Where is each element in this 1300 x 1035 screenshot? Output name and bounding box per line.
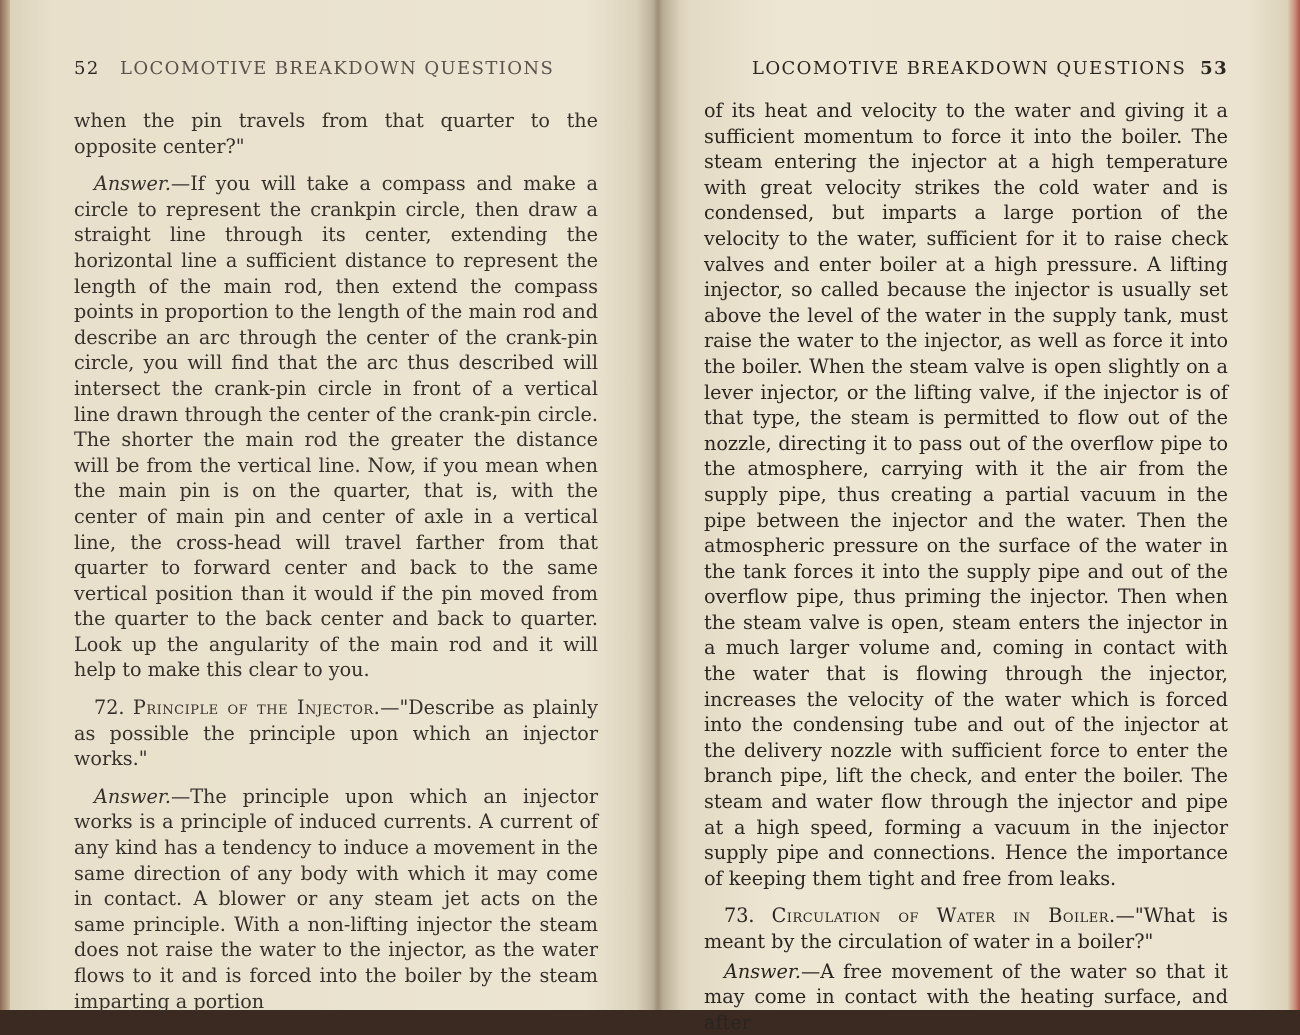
left-paragraph-4 [74,784,598,1014]
question-heading: Principle of the Injector. [132,696,381,720]
left-page-number: 52 [74,58,100,79]
left-paragraph-1: when the pin travels from that quarter to the opposite center?" [74,109,598,158]
question-text: —"Describe as plainly as possible the principle upon which an injector works." [74,696,598,771]
question-number: 72. [94,696,125,720]
left-paragraph-2 [74,171,598,683]
left-page-body [74,108,598,1014]
left-running-title: LOCOMOTIVE BREAKDOWN QUESTIONS [120,58,555,79]
question-72 [74,695,598,772]
answer-lead: Answer. [94,784,172,808]
question-text: —"What is meant by the circulation of water in a boiler?" [704,904,1228,953]
question-heading: Circulation of Water in Boiler. [771,904,1116,928]
right-page [704,0,1228,1034]
book-gutter [636,0,680,1010]
answer-lead: Answer. [724,959,802,983]
question-number: 73. [724,904,755,928]
right-paragraph-3 [704,959,1228,1035]
right-running-head [704,58,1228,82]
answer-lead: Answer. [94,172,172,196]
right-paragraph-1: of its heat and velocity to the water and giving it a sufficient momentum to force it into the boiler. The steam entering the injector at a high temperature with great velocity strikes the cold water and is condensed, but imparts a large portion of the velocity to the water, sufficient for it to raise check valves and enter boiler at a high pressure. A lifting injector, so called because the injector is usually set above the level of the water in the supply tank, must raise the water to the injector, as well as force it into the boiler. When the steam valve is open slightly on a lever injector, or the lifting valve, if the injector is of that type, the steam is permitted to flow out of the nozzle, directing it to pass out of the overflow pipe to the atmosphere, carrying with it the air from the supply pipe, thus creating a partial vacuum in the pipe between the injector and the water. Then the atmospheric pressure on the surface of the water in the tank forces it into the supply pipe and out of the overflow pipe, thus priming the injector. Then when the steam valve is open, steam enters the injector in a much larger volume and, coming in contact with the water that is flowing through the injector, increases the velocity of the water which is forced into the condensing tube and out of the injector at the delivery nozzle with sufficient force to enter the branch pipe, lift the check, and enter the boiler. The steam and water flow through the injector and pipe at a high speed, forming a vacuum in the injector supply pipe and connections. Hence the importance of keeping them tight and free from leaks. [704,99,1228,890]
left-page [74,0,598,1013]
right-running-title: LOCOMOTIVE BREAKDOWN QUESTIONS [752,58,1187,79]
answer-text: —The principle upon which an injector works is a principle of induced currents. A current of any kind has a tendency to induce a movement in the same direction of any body with which it may come in contact. A blower or any steam jet acts on the same principle. With a non-lifting injector the steam does not raise the water to the injector, as the water flows to it and is forced into the boiler by the steam imparting a portion [74,784,598,1013]
right-page-number: 53 [1200,58,1228,79]
answer-text: —If you will take a compass and make a circle to represent the crankpin circle, then draw a straight line through its center, extending the horizontal line a sufficient distance to represent the length of the main rod, then extend the compass points in proportion to the length of the main rod and describe an arc through the center of the crank-pin circle, you will find that the arc thus described will intersect the crank-pin circle in front of a vertical line drawn through the center of the crank-pin circle. The shorter the main rod the greater the distance will be from the vertical line. Now, if you mean when the main pin is on the quarter, that is, with the center of main pin and center of axle in a vertical line, the cross-head will travel farther from that quarter to forward center and back to the same vertical position than it would if the pin moved from the quarter to the back center and back to quarter. Look up the angularity of the main rod and it will help to make this clear to you. [74,172,598,682]
book-edge-right [1288,0,1300,1010]
question-73 [704,903,1228,954]
left-running-head [74,58,598,82]
book-edge-left [0,0,10,1010]
answer-text: —A free movement of the water so that it may come in contact with the heating surface, and after [704,959,1228,1034]
right-page-body [704,98,1228,1035]
